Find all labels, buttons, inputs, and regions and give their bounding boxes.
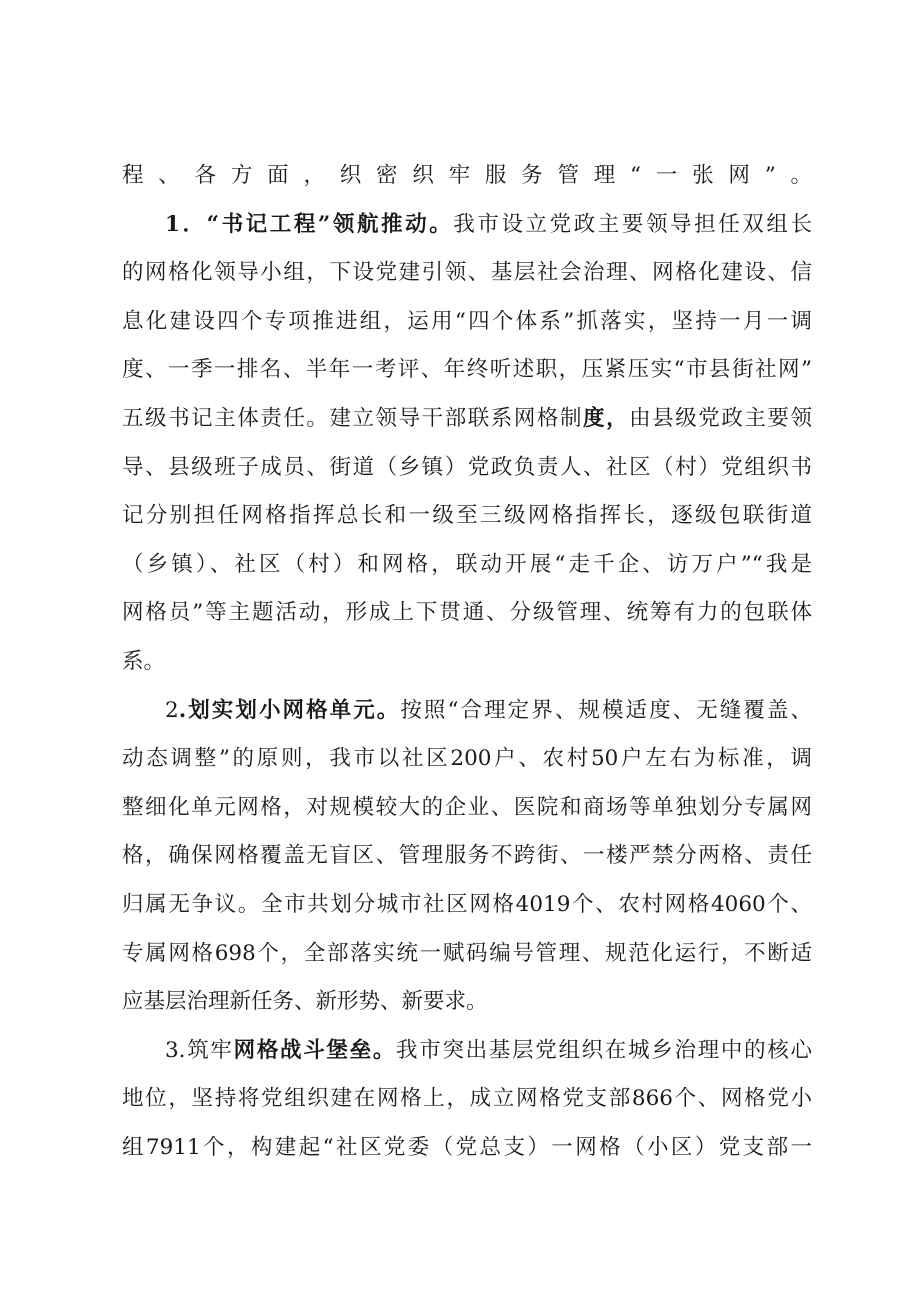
text-run: 程、各方面，织密织牢服务管理“一张网”。 bbox=[122, 163, 812, 188]
text-run: 由县级党政主要领 bbox=[629, 405, 812, 431]
text-run: 记分别担任网格指挥总长和一级至三级网格指挥长，逐级包联街道 bbox=[122, 503, 812, 529]
text-line-21 bbox=[122, 1124, 812, 1173]
text-run: 2 bbox=[165, 697, 179, 723]
text-run: 网格员”等主题活动，形成上下贯通、分级管理、统筹有力的包联体 bbox=[122, 600, 812, 626]
text-line-1 bbox=[122, 152, 812, 201]
text-run: 按照“合理定界、规模适度、无缝覆盖、 bbox=[400, 697, 812, 723]
text-line-17 bbox=[122, 930, 812, 979]
text-line-16 bbox=[122, 881, 812, 930]
text-run: 的网格化领导小组，下设党建引领、基层社会治理、网格化建设、信 bbox=[122, 260, 812, 286]
text-run: 导、县级班子成员、街道（乡镇）党政负责人、社区（村）党组织书 bbox=[122, 454, 812, 480]
text-line-5 bbox=[122, 346, 812, 395]
text-run: 息化建设四个专项推进组，运用“四个体系”抓落实，坚持一月一调 bbox=[122, 308, 812, 334]
text-line-19 bbox=[122, 1027, 812, 1076]
text-line-18 bbox=[122, 978, 812, 1027]
text-run: 度、一季一排名、半年一考评、年终听述职，压紧压实“市县街社网” bbox=[122, 357, 812, 383]
text-run: 动态调整”的原则，我市以社区200户、农村50户左右为标准，调 bbox=[122, 746, 812, 772]
text-line-2 bbox=[122, 201, 812, 250]
text-run: 专属网格698个，全部落实统一赋码编号管理、规范化运行，不断适 bbox=[122, 940, 812, 966]
text-run: 3.筑牢 bbox=[165, 1037, 234, 1063]
text-line-15 bbox=[122, 832, 812, 881]
text-line-7 bbox=[122, 444, 812, 493]
text-run: （乡镇）、社区（村）和网格，联动开展“走千企、访万户”“我是 bbox=[122, 551, 812, 577]
text-run: 系。 bbox=[122, 648, 166, 674]
text-run: 我市设立党政主要领导担任双组长 bbox=[453, 211, 812, 237]
text-run-bold: 度， bbox=[583, 405, 630, 431]
text-run: 应基层治理新任务、新形势、新要求。 bbox=[122, 989, 488, 1015]
text-run: 格，确保网格覆盖无盲区、管理服务不跨街、一楼严禁分两格、责任 bbox=[122, 843, 812, 869]
text-line-3 bbox=[122, 249, 812, 298]
section-heading-3: 网格战斗堡垒。 bbox=[233, 1037, 397, 1063]
text-line-12 bbox=[122, 687, 812, 736]
text-line-11 bbox=[122, 638, 812, 687]
section-heading-2: .划实划小网格单元。 bbox=[178, 697, 401, 723]
text-line-14 bbox=[122, 784, 812, 833]
text-run: 归属无争议。全市共划分城市社区网格4019个、农村网格4060个、 bbox=[122, 891, 812, 917]
body-text bbox=[122, 152, 812, 1172]
text-run: 五级书记主体责任。建立领导干部联系网格制 bbox=[122, 405, 584, 431]
text-run: 组7911个，构建起“社区党委（党总支）一网格（小区）党支部一 bbox=[122, 1134, 812, 1160]
text-run: 我市突出基层党组织在城乡治理中的核心 bbox=[396, 1037, 812, 1063]
text-line-10 bbox=[122, 589, 812, 638]
text-run: 整细化单元网格，对规模较大的企业、医院和商场等单独划分专属网 bbox=[122, 794, 812, 820]
text-line-8 bbox=[122, 492, 812, 541]
text-line-6 bbox=[122, 395, 812, 444]
text-line-4 bbox=[122, 298, 812, 347]
text-line-9 bbox=[122, 541, 812, 590]
text-line-13 bbox=[122, 735, 812, 784]
section-heading-1: 1．“书记工程”领航推动。 bbox=[165, 211, 454, 237]
text-line-20 bbox=[122, 1075, 812, 1124]
text-run: 地位，坚持将党组织建在网格上，成立网格党支部866个、网格党小 bbox=[122, 1086, 812, 1112]
